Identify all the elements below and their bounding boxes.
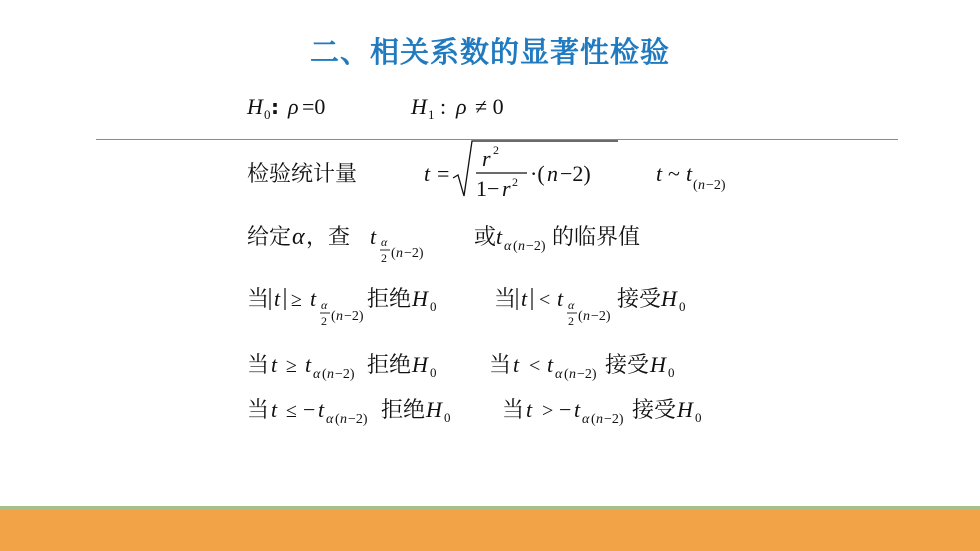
svg-text:n: n: [569, 367, 576, 382]
svg-text:·(: ·(: [530, 161, 545, 186]
svg-text:≠ 0: ≠ 0: [475, 94, 504, 119]
svg-text:2: 2: [512, 175, 518, 189]
svg-text:当: 当: [494, 287, 517, 312]
svg-text:拒绝: 拒绝: [367, 353, 412, 378]
footer-bar: [0, 510, 980, 551]
svg-text:接受: 接受: [617, 287, 662, 312]
svg-text:n: n: [336, 309, 343, 324]
svg-text:接受: 接受: [632, 398, 677, 423]
svg-text:接受: 接受: [605, 353, 650, 378]
svg-text:−2): −2): [526, 239, 546, 254]
svg-text:H: H: [677, 397, 693, 422]
svg-text:H: H: [650, 352, 666, 377]
svg-text:t: t: [574, 397, 581, 422]
svg-text:的临界值: 的临界值: [552, 225, 641, 250]
svg-text:−2): −2): [335, 367, 355, 382]
svg-text:当: 当: [247, 398, 270, 423]
svg-text:t: t: [318, 397, 325, 422]
svg-text:t: t: [370, 224, 377, 249]
svg-text:t: t: [271, 397, 278, 422]
svg-text:(: (: [322, 367, 327, 382]
svg-text:n: n: [327, 367, 334, 382]
svg-text:(: (: [331, 309, 336, 324]
svg-text:α: α: [292, 224, 305, 250]
svg-text:n: n: [698, 178, 705, 193]
svg-text:t: t: [305, 352, 312, 377]
svg-text:t: t: [274, 286, 281, 311]
svg-text:(: (: [564, 367, 569, 382]
svg-text:t: t: [526, 397, 533, 422]
svg-text:(: (: [391, 246, 396, 261]
svg-text:n: n: [518, 239, 525, 254]
svg-text:2: 2: [493, 143, 499, 157]
svg-text:0: 0: [679, 299, 686, 314]
svg-text:−2): −2): [591, 309, 611, 324]
svg-text:t: t: [656, 161, 663, 186]
svg-text:−2): −2): [348, 412, 368, 427]
rule-right-sided: [247, 352, 675, 382]
svg-text:α: α: [321, 298, 328, 312]
svg-text:1−: 1−: [476, 176, 500, 201]
slide-title: 二、相关系数的显著性检验: [309, 35, 670, 69]
h0-symbol: H: [247, 94, 263, 119]
svg-text:当: 当: [247, 287, 270, 312]
hypotheses-line: [246, 94, 504, 122]
svg-text:当: 当: [247, 353, 270, 378]
svg-text:≥: ≥: [286, 355, 297, 377]
svg-text:ρ: ρ: [288, 94, 299, 119]
svg-text:<: <: [529, 355, 541, 377]
svg-text:n: n: [547, 161, 558, 186]
svg-text:0: 0: [695, 410, 702, 425]
svg-text:>: >: [542, 400, 554, 422]
svg-text:(: (: [513, 239, 518, 254]
svg-text:t: t: [310, 286, 317, 311]
svg-text:=0: =0: [302, 94, 326, 119]
svg-text:t: t: [271, 352, 278, 377]
svg-text:0: 0: [430, 299, 437, 314]
svg-text:−2): −2): [577, 367, 597, 382]
svg-text:t: t: [686, 161, 693, 186]
svg-text:(: (: [693, 178, 698, 193]
svg-text:−2): −2): [344, 309, 364, 324]
svg-text:H: H: [426, 397, 442, 422]
svg-text:t: t: [424, 161, 431, 186]
svg-text:−2): −2): [604, 412, 624, 427]
svg-text:0: 0: [668, 365, 675, 380]
svg-text:−: −: [559, 397, 572, 422]
svg-text:n: n: [340, 412, 347, 427]
svg-text:−: −: [303, 397, 316, 422]
svg-text:α: α: [568, 298, 575, 312]
svg-text:n: n: [596, 412, 603, 427]
svg-text:α: α: [381, 235, 388, 249]
svg-text:当: 当: [489, 353, 512, 378]
svg-text:α: α: [582, 412, 590, 427]
svg-text:≥: ≥: [291, 289, 302, 311]
svg-text:≤: ≤: [286, 400, 297, 422]
svg-text:0: 0: [430, 365, 437, 380]
svg-text:H: H: [412, 352, 428, 377]
svg-text:α: α: [555, 367, 563, 382]
svg-text:t: t: [557, 286, 564, 311]
svg-text:r: r: [502, 176, 511, 201]
svg-text:<: <: [539, 289, 551, 311]
svg-text:(: (: [335, 412, 340, 427]
svg-text:α: α: [504, 239, 512, 254]
svg-text:当: 当: [502, 398, 525, 423]
svg-text:−2): −2): [560, 161, 591, 186]
svg-text:r: r: [482, 146, 491, 171]
svg-text:拒绝: 拒绝: [381, 398, 426, 423]
rule-left-sided: [247, 397, 702, 427]
svg-text:t: t: [513, 352, 520, 377]
critical-value-line: [247, 224, 640, 265]
svg-text:=: =: [437, 161, 450, 186]
svg-text:0: 0: [444, 410, 451, 425]
svg-text:或: 或: [474, 225, 497, 250]
svg-text:(: (: [578, 309, 583, 324]
svg-text:1: 1: [428, 107, 435, 122]
svg-text:拒绝: 拒绝: [367, 287, 412, 312]
svg-text:H: H: [661, 286, 677, 311]
svg-text::: :: [271, 95, 279, 119]
h1-symbol: H: [411, 94, 427, 119]
svg-text:H: H: [412, 286, 428, 311]
svg-text:2: 2: [568, 314, 574, 328]
svg-text:−2): −2): [404, 246, 424, 261]
svg-text:t: t: [547, 352, 554, 377]
svg-text::: :: [440, 94, 447, 119]
svg-text:−2): −2): [706, 178, 726, 193]
svg-text:~: ~: [668, 161, 680, 186]
svg-text:n: n: [396, 246, 403, 261]
svg-text:α: α: [326, 412, 334, 427]
test-statistic-label: 检验统计量: [247, 162, 358, 187]
svg-text:t: t: [521, 286, 528, 311]
rule-two-sided: [247, 286, 686, 328]
svg-text:(: (: [591, 412, 596, 427]
test-statistic-line: [247, 141, 726, 201]
svg-text:给定: 给定: [247, 225, 292, 250]
svg-text:ρ: ρ: [456, 94, 467, 119]
svg-text:2: 2: [381, 251, 387, 265]
svg-text:n: n: [583, 309, 590, 324]
svg-text:α: α: [313, 367, 321, 382]
svg-text:t: t: [496, 224, 503, 249]
svg-text:2: 2: [321, 314, 327, 328]
svg-text:，查: ，查: [306, 225, 351, 250]
svg-text:0: 0: [264, 107, 271, 122]
